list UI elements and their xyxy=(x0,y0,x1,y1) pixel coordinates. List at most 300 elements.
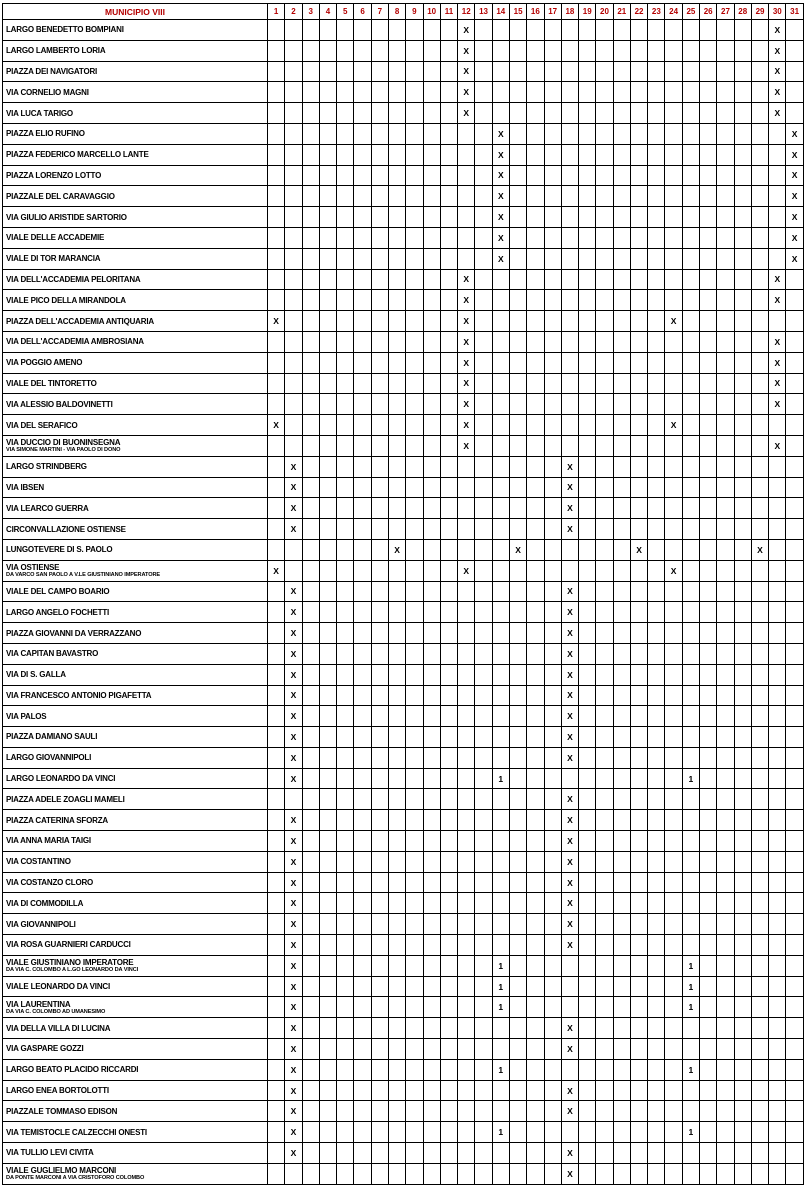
day-cell: X xyxy=(561,519,578,540)
day-cell xyxy=(613,747,630,768)
day-cell xyxy=(751,123,768,144)
day-cell xyxy=(475,1163,492,1184)
day-cell xyxy=(388,872,405,893)
day-cell xyxy=(527,123,544,144)
day-cell xyxy=(319,20,336,41)
day-cell xyxy=(544,768,561,789)
day-cell xyxy=(423,352,440,373)
day-cell xyxy=(751,1143,768,1164)
day-cell xyxy=(682,269,699,290)
day-cell xyxy=(302,519,319,540)
day-cell xyxy=(492,477,509,498)
day-cell xyxy=(354,61,371,82)
day-cell xyxy=(751,810,768,831)
day-cell xyxy=(544,1080,561,1101)
day-cell xyxy=(527,1059,544,1080)
day-cell xyxy=(509,872,526,893)
day-cell xyxy=(268,227,285,248)
day-cell xyxy=(561,207,578,228)
day-cell xyxy=(475,248,492,269)
day-cell xyxy=(544,248,561,269)
day-cell xyxy=(751,727,768,748)
day-cell xyxy=(561,539,578,560)
day-cell xyxy=(700,560,717,581)
day-cell xyxy=(648,851,665,872)
day-cell xyxy=(579,976,596,997)
day-header-30: 30 xyxy=(769,4,786,20)
day-cell xyxy=(630,1143,647,1164)
day-cell xyxy=(717,207,734,228)
day-cell xyxy=(717,789,734,810)
day-cell: X xyxy=(665,415,682,436)
day-cell xyxy=(475,727,492,748)
day-cell xyxy=(440,789,457,810)
day-cell xyxy=(492,290,509,311)
day-cell xyxy=(751,872,768,893)
day-cell: X xyxy=(509,539,526,560)
day-cell xyxy=(458,1101,475,1122)
day-cell xyxy=(354,914,371,935)
day-cell xyxy=(665,352,682,373)
day-cell xyxy=(475,1059,492,1080)
day-cell xyxy=(371,40,388,61)
day-cell xyxy=(388,61,405,82)
day-cell xyxy=(423,1143,440,1164)
day-cell xyxy=(630,456,647,477)
day-cell xyxy=(492,456,509,477)
day-cell xyxy=(700,955,717,976)
day-cell xyxy=(717,935,734,956)
day-cell xyxy=(268,602,285,623)
day-cell xyxy=(388,40,405,61)
day-cell xyxy=(527,394,544,415)
table-row xyxy=(3,248,804,269)
day-cell xyxy=(734,1143,751,1164)
day-cell xyxy=(354,685,371,706)
day-cell xyxy=(700,269,717,290)
street-name-cell xyxy=(3,1101,268,1122)
day-cell xyxy=(700,186,717,207)
day-cell xyxy=(509,831,526,852)
day-cell xyxy=(423,186,440,207)
day-cell xyxy=(544,498,561,519)
day-cell xyxy=(371,227,388,248)
day-cell xyxy=(769,810,786,831)
street-name-cell xyxy=(3,165,268,186)
day-cell xyxy=(371,331,388,352)
day-cell xyxy=(544,810,561,831)
day-cell xyxy=(337,269,354,290)
street-name: PIAZZA DELL'ACCADEMIA ANTIQUARIA xyxy=(6,316,154,326)
day-cell xyxy=(388,602,405,623)
day-cell xyxy=(337,768,354,789)
day-cell xyxy=(786,435,803,456)
day-cell xyxy=(665,1122,682,1143)
day-cell xyxy=(561,290,578,311)
day-cell xyxy=(596,123,613,144)
day-cell xyxy=(527,997,544,1018)
day-cell xyxy=(648,186,665,207)
day-cell xyxy=(734,207,751,228)
day-cell xyxy=(285,539,302,560)
day-cell xyxy=(751,747,768,768)
day-cell xyxy=(630,727,647,748)
day-cell xyxy=(475,519,492,540)
day-cell xyxy=(665,373,682,394)
day-cell xyxy=(388,851,405,872)
day-cell xyxy=(354,706,371,727)
day-cell xyxy=(751,61,768,82)
day-header-9: 9 xyxy=(406,4,423,20)
day-cell xyxy=(596,20,613,41)
day-cell xyxy=(769,831,786,852)
day-cell xyxy=(561,331,578,352)
day-cell xyxy=(458,1039,475,1060)
day-cell xyxy=(648,352,665,373)
day-cell xyxy=(509,581,526,602)
day-cell xyxy=(423,415,440,436)
day-cell xyxy=(388,290,405,311)
day-cell: X xyxy=(769,82,786,103)
day-cell xyxy=(268,643,285,664)
day-cell xyxy=(579,123,596,144)
day-cell xyxy=(700,706,717,727)
day-cell xyxy=(458,165,475,186)
day-cell xyxy=(440,1059,457,1080)
day-cell xyxy=(509,997,526,1018)
street-name: VIALE DEL CAMPO BOARIO xyxy=(6,586,110,596)
day-cell xyxy=(509,851,526,872)
day-cell xyxy=(268,1018,285,1039)
day-cell xyxy=(700,914,717,935)
day-cell xyxy=(354,831,371,852)
day-cell xyxy=(458,810,475,831)
day-cell: X xyxy=(285,1059,302,1080)
day-cell xyxy=(492,394,509,415)
day-cell xyxy=(285,560,302,581)
day-cell xyxy=(717,955,734,976)
day-cell xyxy=(630,1101,647,1122)
day-cell xyxy=(751,435,768,456)
day-cell xyxy=(285,20,302,41)
day-cell xyxy=(734,415,751,436)
table-row xyxy=(3,1018,804,1039)
day-cell: X xyxy=(285,768,302,789)
day-cell xyxy=(665,872,682,893)
table-row xyxy=(3,581,804,602)
day-cell: X xyxy=(458,394,475,415)
day-cell xyxy=(717,269,734,290)
street-name-cell xyxy=(3,123,268,144)
day-cell xyxy=(388,144,405,165)
day-cell xyxy=(613,1163,630,1184)
day-cell xyxy=(682,394,699,415)
day-cell xyxy=(613,810,630,831)
day-cell xyxy=(734,144,751,165)
day-cell xyxy=(388,415,405,436)
day-cell xyxy=(665,1080,682,1101)
day-cell xyxy=(734,165,751,186)
day-cell xyxy=(319,955,336,976)
table-row xyxy=(3,456,804,477)
day-cell xyxy=(751,768,768,789)
day-cell xyxy=(319,789,336,810)
day-cell xyxy=(371,1143,388,1164)
day-cell xyxy=(717,144,734,165)
day-header-26: 26 xyxy=(700,4,717,20)
day-cell xyxy=(769,747,786,768)
day-cell xyxy=(700,82,717,103)
table-row xyxy=(3,976,804,997)
day-cell xyxy=(544,997,561,1018)
day-cell xyxy=(354,144,371,165)
day-cell xyxy=(354,82,371,103)
day-cell xyxy=(371,207,388,228)
table-row xyxy=(3,1039,804,1060)
street-name: PIAZZA GIOVANNI DA VERRAZZANO xyxy=(6,628,142,638)
table-row xyxy=(3,893,804,914)
day-cell xyxy=(717,872,734,893)
day-cell xyxy=(527,955,544,976)
day-cell: 1 xyxy=(492,768,509,789)
day-cell xyxy=(734,186,751,207)
day-cell xyxy=(682,498,699,519)
street-name: LUNGOTEVERE DI S. PAOLO xyxy=(6,545,113,555)
street-name-cell xyxy=(3,311,268,332)
day-cell xyxy=(527,1039,544,1060)
day-cell xyxy=(475,706,492,727)
day-cell: X xyxy=(492,123,509,144)
table-row xyxy=(3,498,804,519)
day-cell xyxy=(423,269,440,290)
day-cell xyxy=(596,331,613,352)
day-cell xyxy=(700,789,717,810)
table-row xyxy=(3,207,804,228)
day-cell xyxy=(665,456,682,477)
day-cell xyxy=(751,40,768,61)
day-cell xyxy=(406,914,423,935)
day-cell xyxy=(630,103,647,124)
street-segment-note: VIA SIMONE MARTINI - VIA PAOLO DI DONO xyxy=(6,447,121,454)
street-name: VIALE GIUSTINIANO IMPERATORE xyxy=(6,958,134,967)
day-cell xyxy=(354,352,371,373)
header-row xyxy=(3,4,804,20)
day-cell xyxy=(786,955,803,976)
day-cell xyxy=(371,706,388,727)
day-cell xyxy=(440,1143,457,1164)
day-cell xyxy=(337,103,354,124)
day-cell xyxy=(630,415,647,436)
day-cell xyxy=(268,914,285,935)
day-cell xyxy=(492,373,509,394)
day-cell xyxy=(579,851,596,872)
day-cell: 1 xyxy=(682,768,699,789)
day-cell xyxy=(648,1039,665,1060)
day-cell xyxy=(371,394,388,415)
day-cell xyxy=(319,685,336,706)
day-cell xyxy=(492,685,509,706)
day-cell xyxy=(682,40,699,61)
day-cell xyxy=(769,935,786,956)
day-cell xyxy=(302,290,319,311)
day-cell xyxy=(613,976,630,997)
day-cell xyxy=(337,373,354,394)
day-cell xyxy=(682,706,699,727)
day-header-19: 19 xyxy=(579,4,596,20)
day-cell xyxy=(492,82,509,103)
day-header-3: 3 xyxy=(302,4,319,20)
day-cell xyxy=(509,893,526,914)
day-cell xyxy=(527,352,544,373)
day-cell xyxy=(302,1122,319,1143)
day-cell xyxy=(492,706,509,727)
day-cell xyxy=(561,352,578,373)
day-cell xyxy=(579,997,596,1018)
day-cell xyxy=(769,227,786,248)
day-cell xyxy=(406,415,423,436)
day-cell xyxy=(458,685,475,706)
day-cell xyxy=(665,1059,682,1080)
day-cell xyxy=(734,1101,751,1122)
day-cell xyxy=(509,415,526,436)
day-cell xyxy=(682,165,699,186)
day-cell: 1 xyxy=(492,1122,509,1143)
day-cell: X xyxy=(285,872,302,893)
day-cell xyxy=(354,768,371,789)
day-cell xyxy=(648,40,665,61)
day-cell xyxy=(544,186,561,207)
day-cell: X xyxy=(769,269,786,290)
table-row xyxy=(3,831,804,852)
day-cell xyxy=(596,1039,613,1060)
day-cell xyxy=(268,997,285,1018)
day-cell xyxy=(354,519,371,540)
day-cell xyxy=(700,227,717,248)
day-cell xyxy=(423,82,440,103)
street-name-cell xyxy=(3,914,268,935)
day-cell xyxy=(302,144,319,165)
day-cell xyxy=(613,831,630,852)
day-cell xyxy=(337,415,354,436)
day-cell xyxy=(354,227,371,248)
day-cell xyxy=(440,602,457,623)
street-name: VIA DELLA VILLA DI LUCINA xyxy=(6,1023,111,1033)
day-cell xyxy=(509,768,526,789)
day-cell xyxy=(596,706,613,727)
day-cell xyxy=(475,997,492,1018)
day-cell xyxy=(371,435,388,456)
day-cell xyxy=(371,290,388,311)
day-cell xyxy=(302,768,319,789)
day-cell xyxy=(337,955,354,976)
day-cell xyxy=(371,123,388,144)
day-cell xyxy=(751,103,768,124)
day-cell xyxy=(769,997,786,1018)
day-cell xyxy=(423,456,440,477)
day-cell xyxy=(786,872,803,893)
day-cell xyxy=(561,144,578,165)
day-cell xyxy=(458,789,475,810)
table-row xyxy=(3,290,804,311)
day-cell xyxy=(509,1059,526,1080)
day-cell xyxy=(354,643,371,664)
day-cell xyxy=(268,1039,285,1060)
day-cell xyxy=(630,935,647,956)
day-cell xyxy=(786,373,803,394)
day-cell xyxy=(388,248,405,269)
day-cell xyxy=(751,144,768,165)
day-cell xyxy=(527,519,544,540)
day-cell xyxy=(786,581,803,602)
day-cell xyxy=(423,706,440,727)
day-cell xyxy=(665,768,682,789)
day-cell xyxy=(268,539,285,560)
day-cell xyxy=(751,165,768,186)
day-cell xyxy=(268,394,285,415)
street-name-cell xyxy=(3,144,268,165)
day-cell xyxy=(268,1122,285,1143)
day-cell: X xyxy=(285,935,302,956)
day-cell xyxy=(423,519,440,540)
day-cell xyxy=(700,1018,717,1039)
day-cell xyxy=(354,331,371,352)
day-cell xyxy=(751,186,768,207)
day-cell: X xyxy=(561,643,578,664)
day-cell xyxy=(734,519,751,540)
day-cell xyxy=(561,394,578,415)
day-cell xyxy=(700,768,717,789)
day-cell xyxy=(734,955,751,976)
day-cell xyxy=(371,727,388,748)
day-cell xyxy=(717,456,734,477)
day-cell xyxy=(475,40,492,61)
day-cell xyxy=(475,435,492,456)
day-cell xyxy=(302,123,319,144)
day-cell xyxy=(492,415,509,436)
day-cell xyxy=(596,186,613,207)
day-cell xyxy=(579,1101,596,1122)
day-cell xyxy=(527,144,544,165)
day-cell xyxy=(751,373,768,394)
day-cell xyxy=(596,893,613,914)
day-cell xyxy=(700,893,717,914)
day-cell xyxy=(734,435,751,456)
day-cell xyxy=(734,20,751,41)
day-cell xyxy=(527,61,544,82)
day-cell xyxy=(354,1101,371,1122)
day-cell xyxy=(544,207,561,228)
day-cell xyxy=(319,1122,336,1143)
day-cell xyxy=(527,186,544,207)
day-cell xyxy=(337,893,354,914)
day-cell xyxy=(544,352,561,373)
day-cell xyxy=(440,477,457,498)
day-cell xyxy=(371,1122,388,1143)
day-cell xyxy=(337,331,354,352)
day-cell xyxy=(475,20,492,41)
day-cell xyxy=(579,248,596,269)
day-cell xyxy=(700,123,717,144)
day-cell: X xyxy=(786,248,803,269)
day-cell xyxy=(544,331,561,352)
day-cell xyxy=(596,207,613,228)
day-cell xyxy=(388,664,405,685)
day-cell xyxy=(751,997,768,1018)
day-cell xyxy=(268,872,285,893)
day-cell xyxy=(509,935,526,956)
day-cell xyxy=(630,248,647,269)
day-cell xyxy=(648,893,665,914)
